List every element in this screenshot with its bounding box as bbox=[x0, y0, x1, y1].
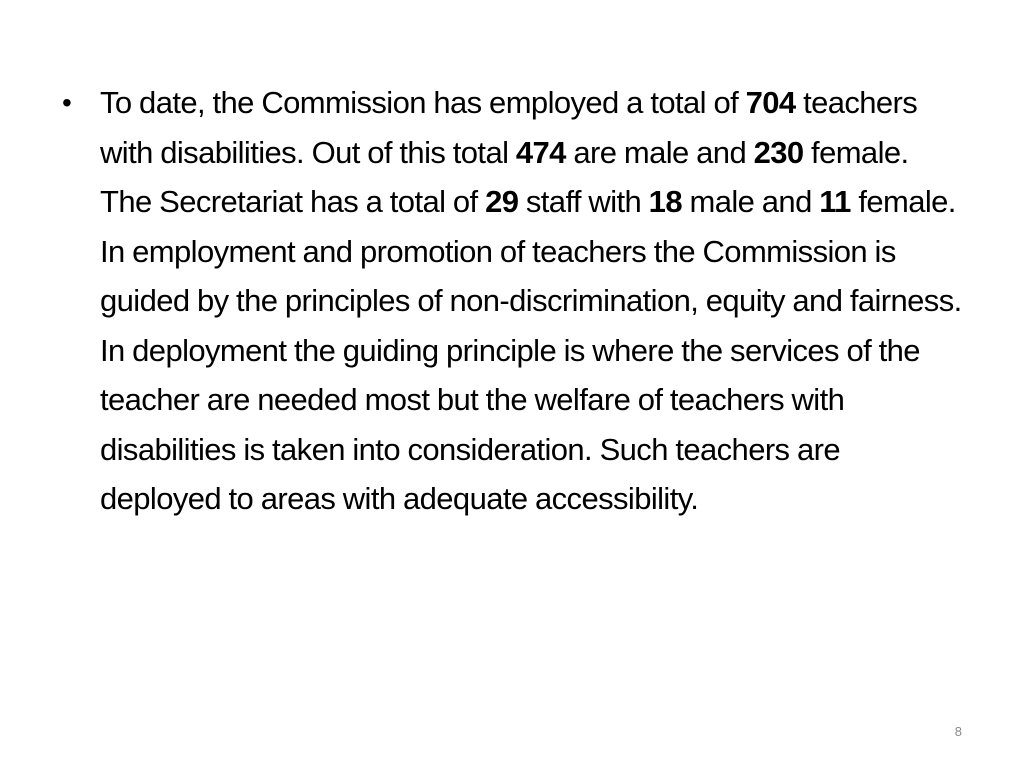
text-segment: female. The Secretariat has a total of bbox=[100, 134, 909, 219]
text-segment: female. In employment and promotion of teachers the Commission is guided by the principles of non-discrimination, equity and fairness. In deployment the guiding principle is where the services of the teacher are needed most but the welfare of teachers with disabilities is taken into consideration. Such teachers are deployed to areas with adequate accessibility. bbox=[100, 184, 962, 516]
bullet-icon: • bbox=[62, 87, 72, 118]
stat-secretariat-staff: 29 bbox=[485, 184, 519, 219]
stat-female-staff: 11 bbox=[819, 184, 851, 219]
stat-female-teachers: 230 bbox=[753, 134, 804, 170]
text-segment: male and bbox=[681, 184, 820, 219]
stat-male-staff: 18 bbox=[648, 184, 682, 219]
bullet-text bbox=[100, 85, 962, 516]
stat-total-teachers: 704 bbox=[745, 85, 796, 120]
text-segment: teachers with disabilities. Out of this total bbox=[100, 85, 918, 170]
text-segment: staff with bbox=[518, 184, 649, 219]
bullet-item bbox=[62, 78, 962, 524]
text-segment: are male and bbox=[565, 134, 754, 170]
page-number: 8 bbox=[954, 724, 962, 739]
stat-male-teachers: 474 bbox=[515, 134, 566, 170]
bullet-list bbox=[62, 78, 962, 524]
text-segment: To date, the Commission has employed a total of bbox=[100, 85, 746, 120]
